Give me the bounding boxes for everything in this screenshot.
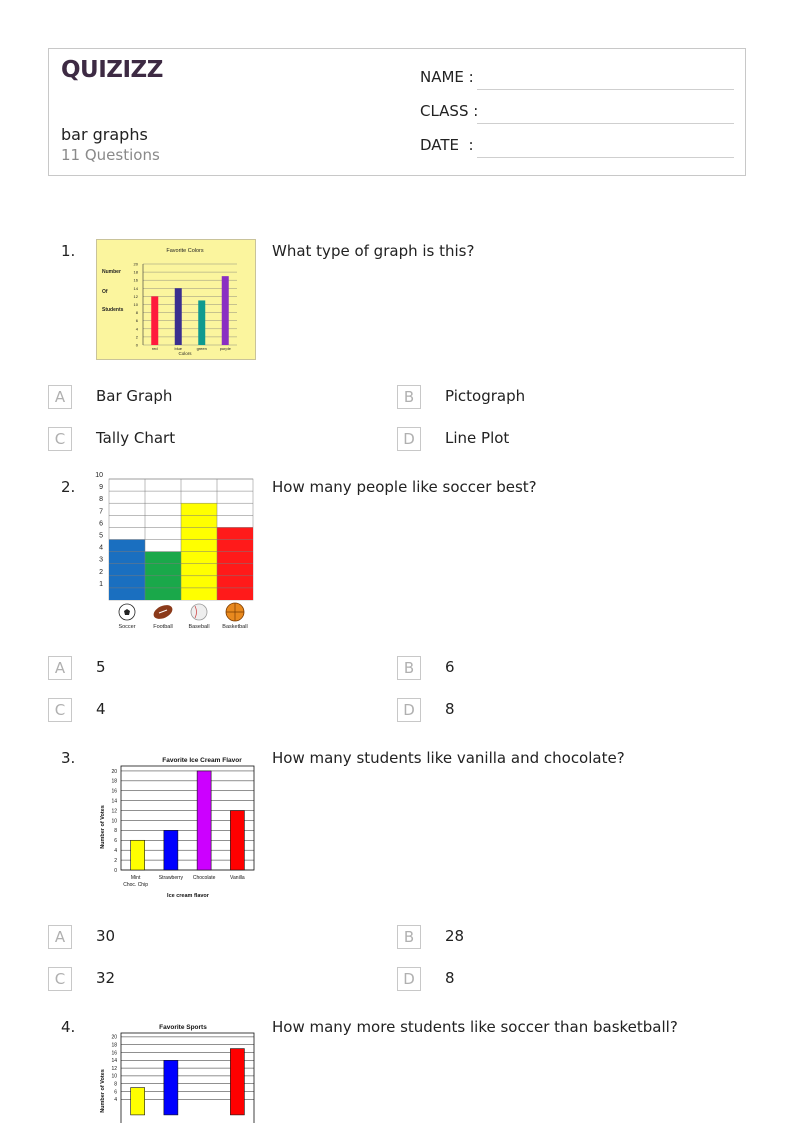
baseball-shape <box>191 604 207 620</box>
x-tick-label: Football <box>153 624 173 630</box>
option-box-d[interactable]: D <box>397 698 421 722</box>
option-box-c[interactable]: C <box>48 427 72 451</box>
y-tick-label: 8 <box>114 828 117 835</box>
question-2-number: 2. <box>61 478 76 496</box>
y-tick-label: 0 <box>114 867 117 874</box>
y-tick-label: 10 <box>111 1073 117 1080</box>
y-tick-label: 20 <box>133 261 138 267</box>
x-tick-label: Vanilla <box>230 875 245 881</box>
option-text-a: 5 <box>96 658 106 676</box>
option-text-b: 6 <box>445 658 455 676</box>
date-field[interactable] <box>420 136 734 160</box>
y-tick-label: 6 <box>99 520 103 528</box>
y-tick-label: 16 <box>111 1050 117 1057</box>
bar-soccer <box>109 540 145 601</box>
bar-0 <box>131 1088 145 1115</box>
name-line <box>477 89 734 90</box>
x-tick-label: purple <box>219 346 231 351</box>
option-box-a[interactable]: A <box>48 385 72 409</box>
x-tick-label: Baseball <box>188 624 210 630</box>
option-text-c: 4 <box>96 700 106 718</box>
y-tick-label: 18 <box>111 778 117 785</box>
y-axis-label-line: Of <box>102 289 108 295</box>
ice-cream-flavor-chart <box>96 752 256 902</box>
y-tick-label: 14 <box>111 1058 117 1065</box>
option-text-d: 8 <box>445 969 455 987</box>
y-tick-label: 18 <box>133 269 138 275</box>
bar-vanilla <box>230 811 244 870</box>
option-box-b[interactable]: B <box>397 385 421 409</box>
y-tick-label: 5 <box>99 532 103 540</box>
question-1-number: 1. <box>61 242 76 260</box>
x-tick-label: Mint <box>130 875 141 881</box>
chart-title: Favorite Colors <box>166 248 204 254</box>
y-axis-label-line: Students <box>102 307 124 313</box>
y-tick-label: 0 <box>135 342 138 348</box>
worksheet-header <box>48 48 746 176</box>
y-tick-label: 10 <box>133 302 138 307</box>
class-line <box>477 123 734 124</box>
y-tick-label: 16 <box>133 277 138 283</box>
bar-strawberry <box>164 830 178 870</box>
y-tick-label: 12 <box>111 1065 117 1072</box>
x-tick-label: blue <box>174 346 183 351</box>
y-tick-label: 9 <box>99 484 103 492</box>
name-field[interactable] <box>420 68 734 92</box>
y-tick-label: 8 <box>114 1081 117 1088</box>
option-text-d: Line Plot <box>445 429 510 447</box>
y-tick-label: 4 <box>99 544 103 552</box>
option-text-d: 8 <box>445 700 455 718</box>
x-tick-label: green <box>196 346 207 351</box>
chart-title: Favorite Ice Cream Flavor <box>162 757 242 764</box>
y-tick-label: 7 <box>99 508 103 516</box>
option-text-b: Pictograph <box>445 387 526 405</box>
y-axis-label-line: Number <box>102 269 121 275</box>
y-tick-label: 2 <box>99 568 103 576</box>
y-tick-label: 18 <box>111 1042 117 1049</box>
option-box-a[interactable]: A <box>48 656 72 680</box>
y-tick-label: 4 <box>114 847 117 854</box>
x-tick-label: red <box>151 346 158 351</box>
option-box-b[interactable]: B <box>397 925 421 949</box>
football-icon <box>151 602 174 621</box>
option-text-c: 32 <box>96 969 116 987</box>
basketball-icon <box>226 603 244 621</box>
bar-blue <box>175 288 182 345</box>
bar-chocolate <box>197 771 211 870</box>
x-tick-label: Chocolate <box>192 875 216 881</box>
bar-1 <box>164 1060 178 1115</box>
option-text-a: Bar Graph <box>96 387 173 405</box>
y-tick-label: 2 <box>135 334 138 340</box>
favorite-sport-chart <box>95 472 256 632</box>
y-tick-label: 8 <box>99 496 103 504</box>
option-box-c[interactable]: C <box>48 967 72 991</box>
option-box-d[interactable]: D <box>397 967 421 991</box>
y-tick-label: 14 <box>111 798 117 805</box>
option-box-c[interactable]: C <box>48 698 72 722</box>
bar-green <box>198 300 205 345</box>
y-axis-label: Number of Votes <box>100 1069 106 1113</box>
option-box-d[interactable]: D <box>397 427 421 451</box>
x-axis-label: Colors <box>178 351 192 356</box>
bar-3 <box>230 1049 244 1115</box>
date-line <box>477 157 734 158</box>
worksheet-title: bar graphs <box>61 125 148 144</box>
y-tick-label: 20 <box>111 768 117 775</box>
class-field[interactable] <box>420 102 734 126</box>
y-tick-label: 12 <box>111 808 117 815</box>
favorite-colors-chart <box>96 239 256 360</box>
y-axis-label: Number of Votes <box>100 805 106 849</box>
y-tick-label: 2 <box>114 857 117 864</box>
y-tick-label: 4 <box>114 1097 117 1104</box>
bar-red <box>151 296 158 345</box>
y-tick-label: 6 <box>135 318 138 324</box>
x-tick-label: Basketball <box>222 624 248 630</box>
y-tick-label: 20 <box>111 1034 117 1041</box>
name-label: NAME : <box>420 68 474 86</box>
x-tick-label: Strawberry <box>158 875 183 881</box>
x-axis-label: Ice cream flavor <box>167 893 209 899</box>
quizizz-logo: QUIZIZZ <box>61 57 163 83</box>
date-label: DATE : <box>420 136 474 154</box>
x-tick-label: Soccer <box>118 624 136 630</box>
option-text-a: 30 <box>96 927 116 945</box>
soccer-ball-icon <box>119 604 135 620</box>
y-tick-label: 6 <box>114 838 117 845</box>
y-tick-label: 14 <box>133 285 138 291</box>
question-1-text: What type of graph is this? <box>272 242 475 260</box>
y-tick-label: 16 <box>111 788 117 795</box>
y-tick-label: 10 <box>111 818 117 825</box>
y-tick-label: 3 <box>99 556 103 564</box>
y-tick-label: 12 <box>133 293 138 299</box>
question-3-text: How many students like vanilla and chocolate? <box>272 749 625 767</box>
option-box-a[interactable]: A <box>48 925 72 949</box>
option-text-c: Tally Chart <box>96 429 176 447</box>
bar-mint-choc-chip <box>131 840 145 870</box>
y-tick-label: 6 <box>114 1089 117 1096</box>
question-3-number: 3. <box>61 749 76 767</box>
option-text-b: 28 <box>445 927 465 945</box>
class-label: CLASS : <box>420 102 479 120</box>
bar-purple <box>222 276 229 345</box>
baseball-icon <box>191 604 207 620</box>
chart-title: Favorite Sports <box>159 1024 207 1031</box>
question-count: 11 Questions <box>61 146 160 164</box>
x-tick-label: Choc. Chip <box>123 882 148 888</box>
question-4-text: How many more students like soccer than basketball? <box>272 1018 678 1036</box>
y-tick-label: 4 <box>135 326 138 332</box>
y-tick-label: 1 <box>99 580 103 588</box>
question-2-text: How many people like soccer best? <box>272 478 537 496</box>
question-4-number: 4. <box>61 1018 76 1036</box>
y-tick-label: 10 <box>95 472 103 479</box>
favorite-sports-chart <box>96 1019 256 1123</box>
y-tick-label: 8 <box>135 310 138 316</box>
option-box-b[interactable]: B <box>397 656 421 680</box>
